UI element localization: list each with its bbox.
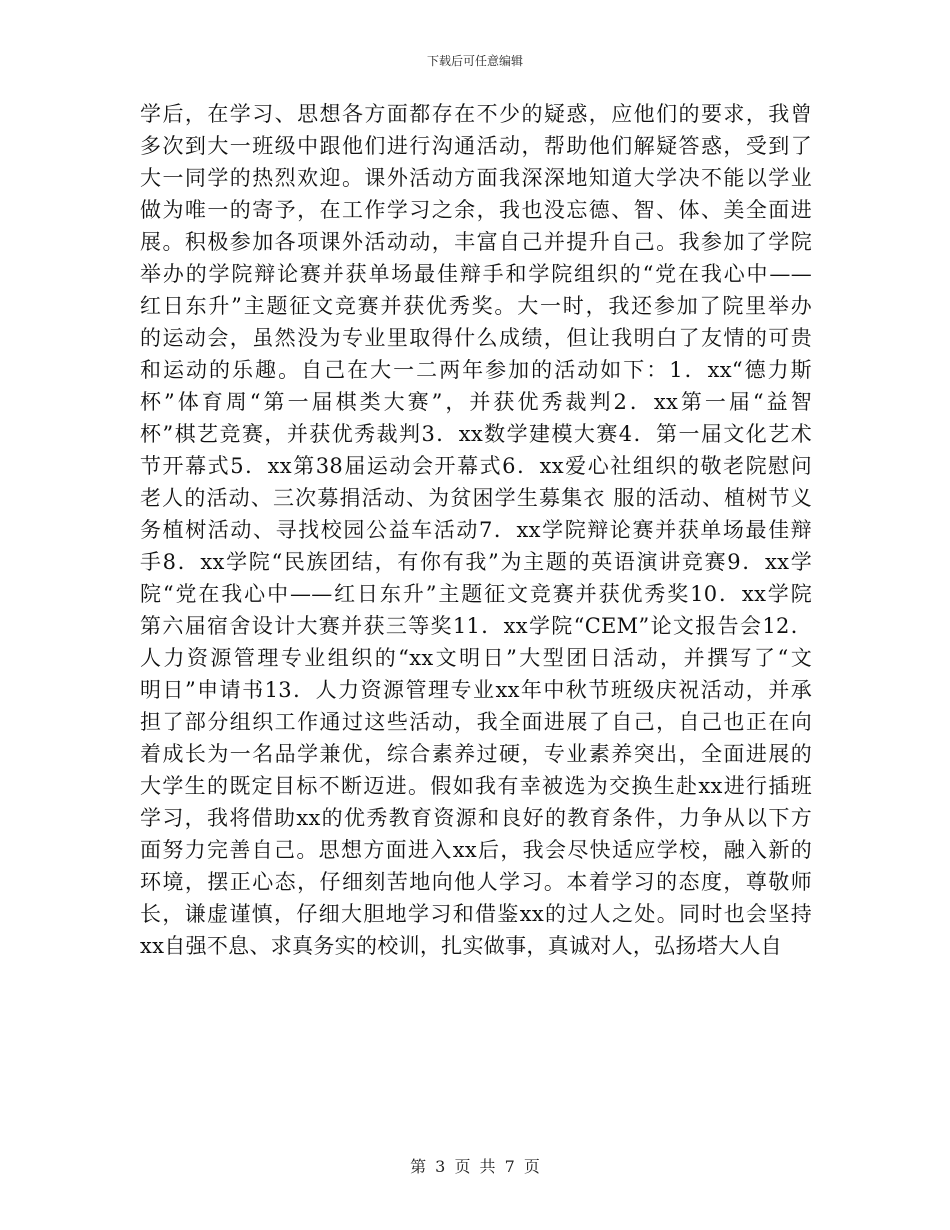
page-header-note: 下载后可任意编辑 [426,54,523,68]
text-line: 学后，在学习、思想各方面都存在不少的疑惑，应他们的要求，我曾 [140,102,812,126]
text-line: xx自强不息、求真务实的校训，扎实做事，真诚对人，弘扬塔大人自 [140,934,782,958]
text-line: 大一同学的热烈欢迎。课外活动方面我深深地知道大学决不能以学业 [140,166,812,190]
text-line: 学习，我将借助xx的优秀教育资源和良好的教育条件，力争从以下方 [140,806,812,830]
text-line: 展。积极参加各项课外活动动，丰富自己并提升自己。我参加了学院 [140,230,812,254]
text-line: 杯”棋艺竞赛，并获优秀裁判3．xx数学建模大赛4．第一届文化艺术 [140,422,812,446]
text-line: 环境，摆正心态，仔细刻苦地向他人学习。本着学习的态度，尊敬师 [140,870,812,894]
text-line: 担了部分组织工作通过这些活动，我全面进展了自己，自己也正在向 [140,710,812,734]
text-line: 着成长为一名品学兼优，综合素养过硬，专业素养突出，全面进展的 [140,742,812,766]
document-body [140,98,812,962]
text-line: 大学生的既定目标不断迈进。假如我有幸被选为交换生赴xx进行插班 [140,774,812,798]
text-line: 手8．xx学院“民族团结，有你有我”为主题的英语演讲竞赛9．xx学 [140,550,812,574]
text-line: 杯”体育周“第一届棋类大赛”，并获优秀裁判2．xx第一届“益智 [140,390,812,414]
text-line: 第六届宿舍设计大赛并获三等奖11．xx学院“CEM”论文报告会12． [140,614,812,638]
text-line: 举办的学院辩论赛并获单场最佳辩手和学院组织的“党在我心中—— [140,262,812,286]
page-number: 第 3 页 共 7 页 [410,1157,540,1176]
text-line: 节开幕式5．xx第38届运动会开幕式6．xx爱心社组织的敬老院慰问 [140,454,812,478]
text-line: 明日”申请书13．人力资源管理专业xx年中秋节班级庆祝活动，并承 [140,678,812,702]
text-line: 的运动会，虽然没为专业里取得什么成绩，但让我明白了友情的可贵 [140,326,812,350]
text-line: 人力资源管理专业组织的“xx文明日”大型团日活动，并撰写了“文 [140,646,812,670]
text-line: 老人的活动、三次募捐活动、为贫困学生募集衣 服的活动、植树节义 [140,486,812,510]
text-line: 红日东升”主题征文竞赛并获优秀奖。大一时，我还参加了院里举办 [140,294,812,318]
text-line: 做为唯一的寄予，在工作学习之余，我也没忘德、智、体、美全面进 [140,198,812,222]
text-line: 和运动的乐趣。自己在大一二两年参加的活动如下：1．xx“德力斯 [140,358,812,382]
text-line: 务植树活动、寻找校园公益车活动7．xx学院辩论赛并获单场最佳辩 [140,518,812,542]
text-line: 多次到大一班级中跟他们进行沟通活动，帮助他们解疑答惑，受到了 [140,134,812,158]
text-line: 面努力完善自己。思想方面进入xx后，我会尽快适应学校，融入新的 [140,838,812,862]
text-line: 长，谦虚谨慎，仔细大胆地学习和借鉴xx的过人之处。同时也会坚持 [140,902,812,926]
text-line: 院“党在我心中——红日东升”主题征文竞赛并获优秀奖10．xx学院 [140,582,812,606]
